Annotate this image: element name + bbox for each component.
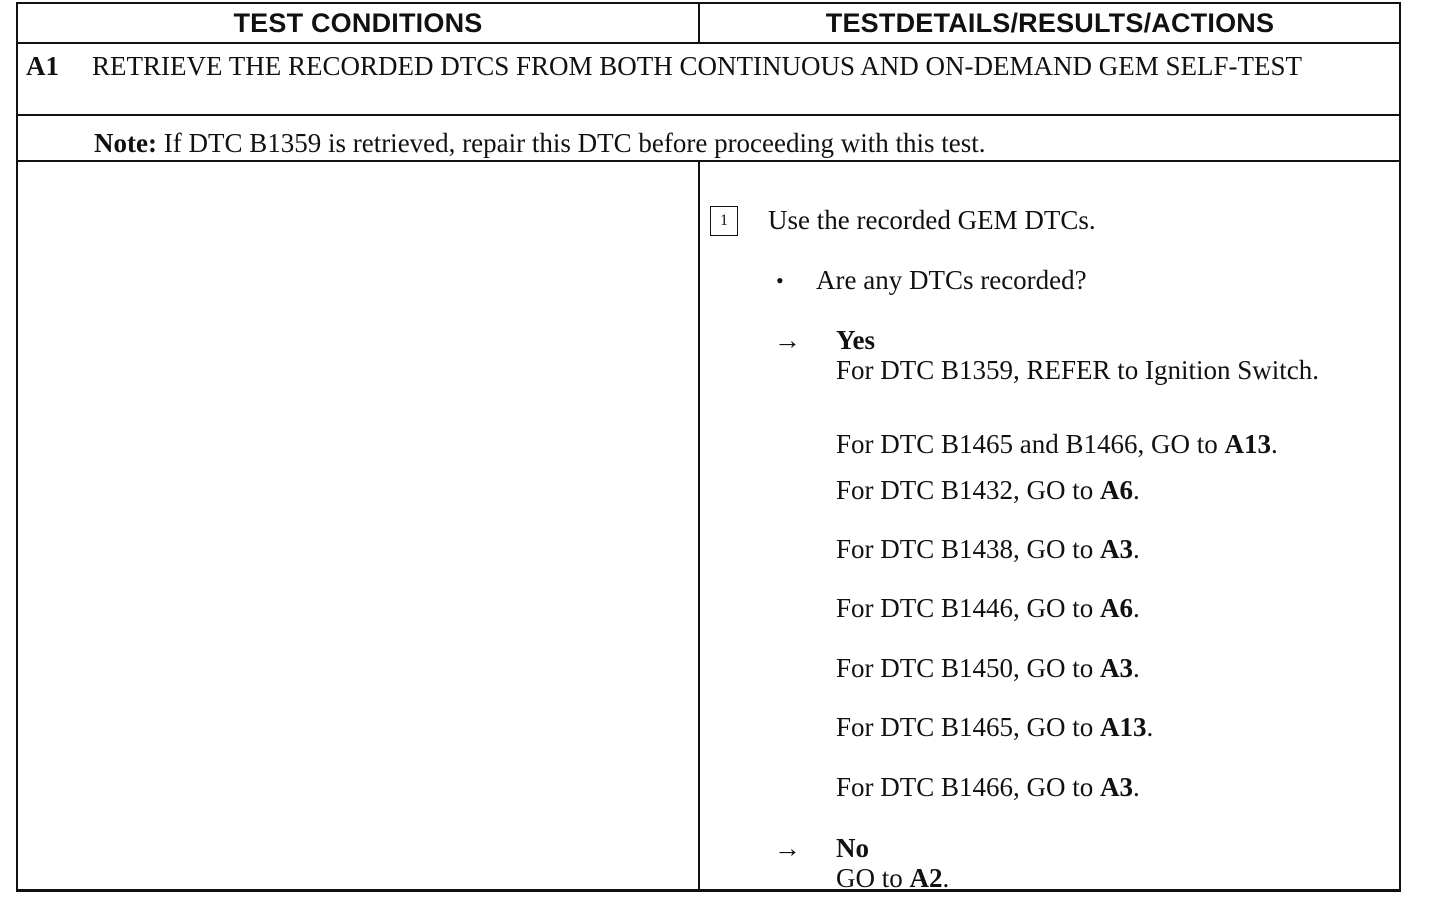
goto-target: A13	[1224, 429, 1272, 459]
yes-action-7: For DTC B1466, GO to A3.	[836, 772, 1140, 802]
yes-action-0: For DTC B1359, REFER to Ignition Switch.	[836, 355, 1320, 385]
goto-target: A6	[1100, 593, 1134, 623]
goto-target: A3	[1100, 772, 1134, 802]
yes-action-4: For DTC B1446, GO to A6.	[836, 593, 1140, 623]
no-action: GO to A2.	[836, 863, 950, 893]
goto-target: A13	[1100, 712, 1147, 742]
goto-target: A3	[1100, 534, 1134, 564]
goto-target: A3	[1100, 653, 1134, 683]
note-label: Note:	[94, 128, 157, 158]
goto-target: A2	[909, 863, 943, 893]
note-text: If DTC B1359 is retrieved, repair this DTC before proceeding with this test.	[163, 128, 986, 158]
diagnostic-table	[16, 2, 1401, 892]
table-top-border	[18, 2, 1399, 4]
no-arrow-icon: →	[774, 833, 801, 863]
note	[94, 128, 986, 159]
yes-action-1: For DTC B1465 and B1466, GO to A13.	[836, 429, 1278, 459]
step-title: RETRIEVE THE RECORDED DTCS FROM BOTH CONTINUOUS AND ON-DEMAND GEM SELF-TEST	[92, 51, 1303, 81]
header-bottom-border	[18, 42, 1399, 44]
yes-action-3: For DTC B1438, GO to A3.	[836, 534, 1140, 564]
header-test-details: TESTDETAILS/RESULTS/ACTIONS	[825, 8, 1275, 38]
goto-target: A6	[1100, 475, 1134, 505]
step-id: A1	[26, 51, 59, 81]
question-text: Are any DTCs recorded?	[816, 265, 1087, 295]
header-test-conditions: TEST CONDITIONS	[233, 8, 483, 38]
no-label: No	[836, 833, 869, 863]
yes-arrow-icon: →	[774, 325, 801, 355]
yes-action-6: For DTC B1465, GO to A13.	[836, 712, 1154, 742]
instruction-text: Use the recorded GEM DTCs.	[768, 205, 1096, 235]
yes-label: Yes	[836, 325, 875, 355]
bullet-icon: •	[776, 268, 784, 293]
test-details-cell	[698, 162, 1398, 893]
step-title-bottom-border	[18, 114, 1399, 116]
yes-action-5: For DTC B1450, GO to A3.	[836, 653, 1140, 683]
step-number-box: 1	[710, 206, 738, 236]
yes-action-2: For DTC B1432, GO to A6.	[836, 475, 1140, 505]
